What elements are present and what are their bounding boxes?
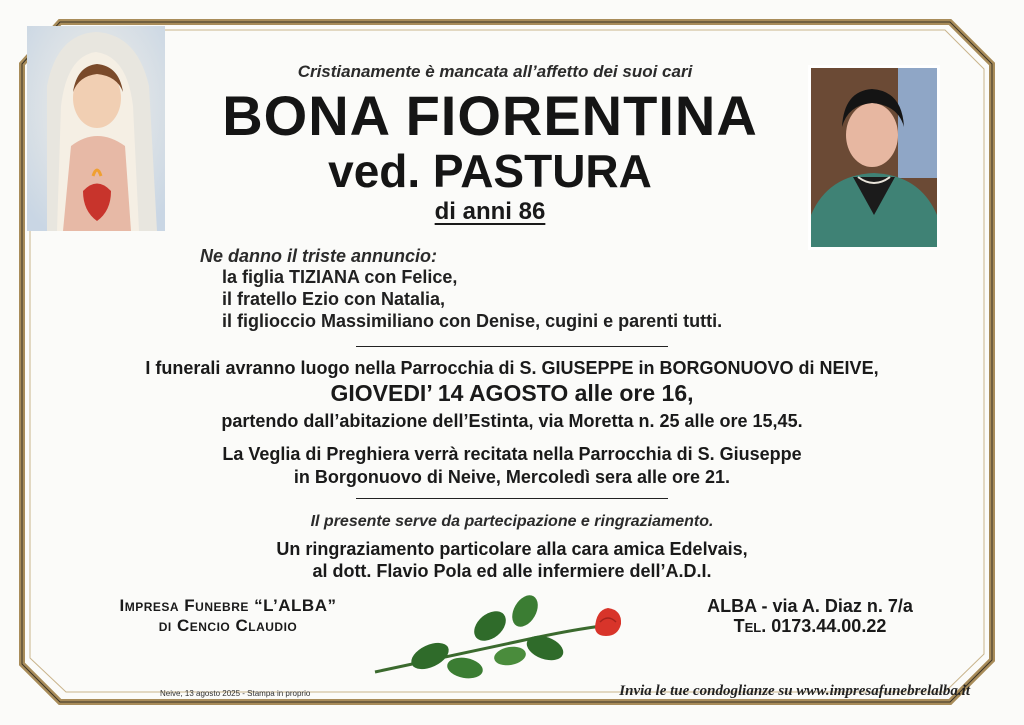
- funeral-date: GIOVEDI’ 14 AGOSTO alle ore 16,: [330, 380, 694, 406]
- sacred-heart-mary-image: [27, 26, 165, 231]
- divider: [356, 346, 668, 347]
- divider: [356, 498, 668, 499]
- company-address: ALBA - via A. Diaz n. 7/a: [707, 596, 913, 616]
- announcement-line: il figlioccio Massimiliano con Denise, cugini e parenti tutti.: [222, 311, 723, 331]
- condolences-link[interactable]: Invia le tue condoglianze su www.impresafunebrelalba.it: [619, 683, 970, 699]
- company-phone: Tel. 0173.44.00.22: [733, 616, 887, 636]
- deceased-widow-name: ved. PASTURA: [328, 145, 652, 197]
- deceased-name: BONA FIORENTINA: [222, 84, 758, 147]
- red-rose-icon: [370, 586, 630, 686]
- announcement-line: il fratello Ezio con Natalia,: [222, 289, 446, 309]
- age-text: di anni 86: [434, 198, 546, 225]
- print-note: Neive, 13 agosto 2025 - Stampa in proprio: [160, 689, 311, 698]
- side-print-mark: [14, 419, 19, 420]
- vigil-line: La Veglia di Preghiera verrà recitata nella Parrocchia di S. Giuseppe: [222, 444, 802, 464]
- announcement-title: Ne danno il triste annuncio:: [200, 246, 438, 266]
- announcement-line: la figlia TIZIANA con Felice,: [222, 267, 458, 287]
- participation-note: Il presente serve da partecipazione e ringraziamento.: [310, 513, 714, 530]
- deceased-age: [350, 198, 630, 226]
- funeral-departure: partendo dall’abitazione dell’Estinta, via Moretta n. 25 alle ore 15,45.: [221, 411, 803, 431]
- thanks-line: Un ringraziamento particolare alla cara amica Edelvais,: [276, 539, 748, 559]
- funeral-location: I funerali avranno luogo nella Parrocchia di S. GIUSEPPE in BORGONUOVO di NEIVE,: [145, 358, 879, 378]
- funeral-company-name: Impresa Funebre “L’ALBA”: [119, 596, 337, 615]
- funeral-company-owner: di Cencio Claudio: [158, 616, 298, 635]
- thanks-line: al dott. Flavio Pola ed alle infermiere dell’A.D.I.: [312, 561, 712, 581]
- vigil-line: in Borgonuovo di Neive, Mercoledì sera alle ore 21.: [293, 467, 731, 487]
- intro-text: Cristianamente è mancata all’affetto dei suoi cari: [297, 62, 693, 81]
